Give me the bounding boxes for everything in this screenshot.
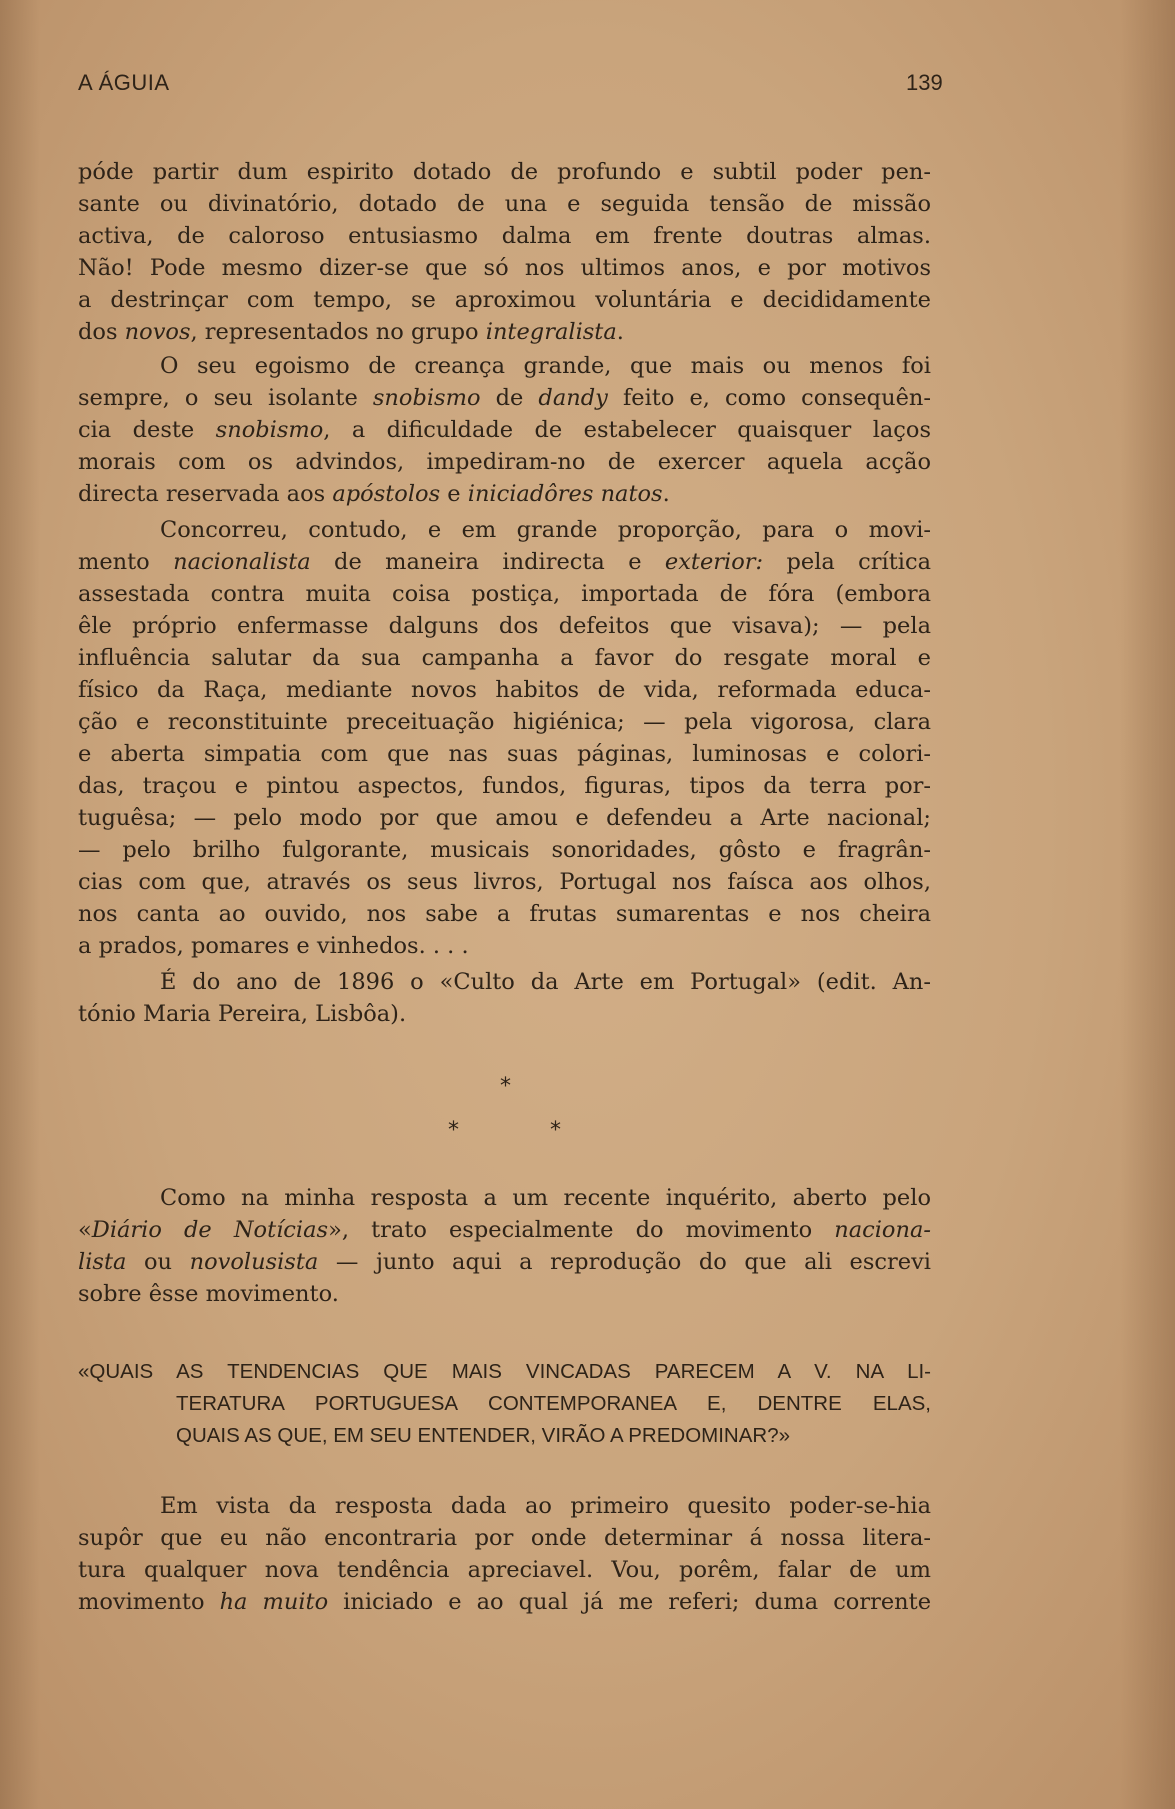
quoted-question-line: TERATURA PORTUGUESA CONTEMPORANEA E, DENTRE ELAS, [176,1392,931,1415]
page-edge-shadow-right [1120,0,1175,1809]
text-line: tónio Maria Pereira, Lisbôa). [78,1001,407,1027]
text-line: tuguêsa; — pelo modo por que amou e defendeu a Arte nacional; [78,805,931,831]
page-edge-shadow-left [0,0,40,1809]
text-line: cias com que, através os seus livros, Portugal nos faísca aos olhos, [78,869,931,895]
separator-star: * [550,1118,561,1143]
text-line: póde partir dum espirito dotado de profundo e subtil poder pen- [78,159,931,185]
text-line: Concorreu, contudo, e em grande proporção, para o movi- [160,517,931,543]
text-line: das, traçou e pintou aspectos, fundos, figuras, tipos da terra por- [78,773,931,799]
text-line: e aberta simpatia com que nas suas páginas, luminosas e colori- [78,741,931,767]
text-line: sempre, o seu isolante snobismo de dandy feito e, como consequên- [78,385,931,411]
text-line: influência salutar da sua campanha a favor do resgate moral e [78,645,931,671]
text-line: a prados, pomares e vinhedos. . . . [78,933,469,959]
text-line: lista ou novolusista — junto aqui a reprodução do que ali escrevi [78,1249,931,1275]
text-line: É do ano de 1896 o «Culto da Arte em Portugal» (edit. An- [160,969,931,995]
text-line: supôr que eu não encontraria por onde determinar á nossa litera- [78,1525,931,1551]
text-line: dos novos, representados no grupo integralista. [78,319,624,345]
text-line: sobre êsse movimento. [78,1281,339,1307]
text-line: Como na minha resposta a um recente inquérito, aberto pelo [160,1185,931,1211]
page-number: 139 [906,70,943,95]
text-line: tura qualquer nova tendência apreciavel. Vou, porêm, falar de um [78,1557,931,1583]
text-line: morais com os advindos, impediram-no de exercer aquela acção [78,449,931,475]
text-line: mento nacionalista de maneira indirecta e exterior: pela crítica [78,549,931,575]
separator-star: * [448,1118,459,1143]
text-line: Em vista da resposta dada ao primeiro quesito poder-se-hia [160,1493,931,1519]
text-line: sante ou divinatório, dotado de una e seguida tensão de missão [78,191,931,217]
text-line: físico da Raça, mediante novos habitos de vida, reformada educa- [78,677,931,703]
text-line: Não! Pode mesmo dizer-se que só nos ultimos anos, e por motivos [78,255,931,281]
text-line: cia deste snobismo, a dificuldade de estabelecer quaisquer laços [78,417,931,443]
quoted-question-line: QUAIS AS QUE, EM SEU ENTENDER, VIRÃO A PREDOMINAR?» [176,1424,791,1447]
text-line: ção e reconstituinte preceituação higiénica; — pela vigorosa, clara [78,709,931,735]
text-line: êle próprio enfermasse dalguns dos defeitos que visava); — pela [78,613,931,639]
separator-star: * [500,1074,511,1099]
text-line: assestada contra muita coisa postiça, importada de fóra (embora [78,581,931,607]
text-line: nos canta ao ouvido, nos sabe a frutas sumarentas e nos cheira [78,901,931,927]
text-line: activa, de caloroso entusiasmo dalma em frente doutras almas. [78,223,931,249]
running-head: A ÁGUIA [78,70,170,95]
text-line: a destrinçar com tempo, se aproximou voluntária e decididamente [78,287,931,313]
quoted-question-line: «QUAIS AS TENDENCIAS QUE MAIS VINCADAS PARECEM A V. NA LI- [78,1360,931,1383]
text-line: movimento ha muito iniciado e ao qual já me referi; duma corrente [78,1589,932,1615]
text-line: «Diário de Notícias», trato especialmente do movimento naciona- [78,1217,931,1243]
text-line: O seu egoismo de creança grande, que mais ou menos foi [160,353,931,379]
text-line: — pelo brilho fulgorante, musicais sonoridades, gôsto e fragrân- [78,837,931,863]
text-line: directa reservada aos apóstolos e iniciadôres natos. [78,481,670,507]
